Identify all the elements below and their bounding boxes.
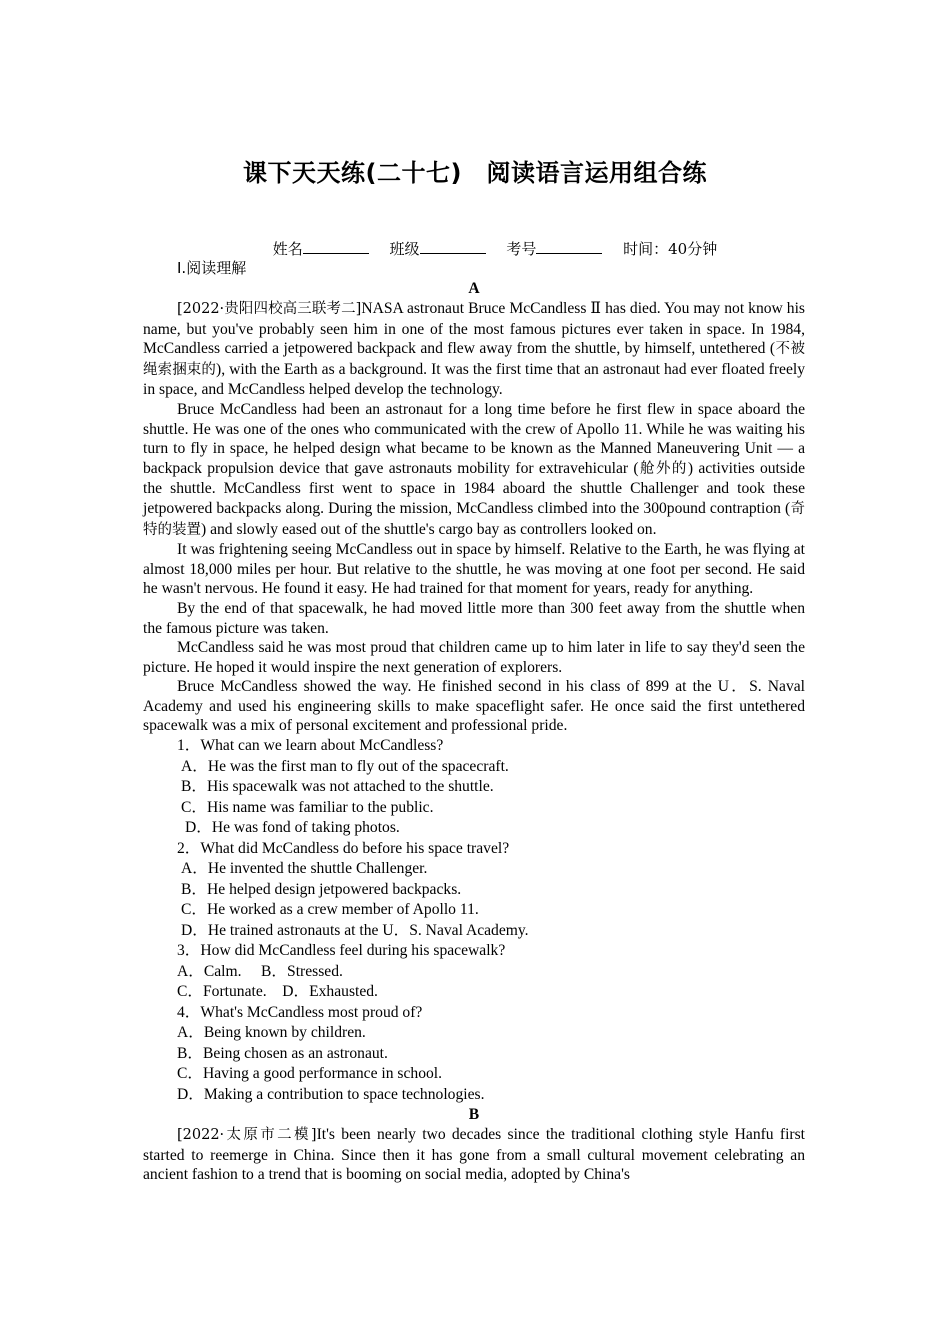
- passage-b-label: B: [468, 1106, 480, 1124]
- question-3-options-cd: C．Fortunate. D．Exhausted.: [177, 983, 378, 1001]
- exam-number-blank[interactable]: [536, 239, 602, 254]
- passage-b-source: [2022·太原市二模]: [177, 1127, 317, 1144]
- passage-a-paragraph-6: Bruce McCandless showed the way. He finished second in his class of 899 at the U．S. Naval Academy and used his engineering skills to make spaceflight safer. He once said the first untethered spacewalk was a mix of personal excitement and professional pride.: [143, 678, 805, 735]
- question-2-option-a: A．He invented the shuttle Challenger.: [181, 860, 428, 878]
- question-4-option-b: B．Being chosen as an astronaut.: [177, 1044, 388, 1062]
- question-2: 2．What did McCandless do before his space travel?: [177, 839, 510, 857]
- passage-a-paragraph-2: Bruce McCandless had been an astronaut for a long time before he first flew in space aboard the shuttle. He was one of the ones who communicated with the crew of Apollo 11. While he was waiting his turn to fly in space, he helped design what became to be known as the Manned Maneuvering Unit — a backpack propulsion device that gave astronauts mobility for extravehicular (舱外的) activities outside the shuttle. McCandless first went to space in 1984 aboard the shuttle Challenger and took these jetpowered backpacks along. During the mission, McCandless climbed into the 300pound contraption (奇特的装置) and slowly eased out of the shuttle's cargo bay as controllers looked on.: [143, 400, 806, 538]
- passage-a-label: A: [468, 280, 480, 297]
- passage-a-source: [2022·贵阳四校高三联考二]: [177, 301, 362, 317]
- question-3: 3．How did McCandless feel during his spacewalk?: [177, 942, 506, 960]
- question-1-option-a: A．He was the first man to fly out of the spacecraft.: [181, 757, 509, 775]
- question-4-option-a: A．Being known by children.: [177, 1024, 366, 1042]
- passage-b-paragraph-1: [2022·太原市二模]It's been nearly two decades since the traditional clothing style Hanfu first started to reemerge in China. Since then it has gone from a small cultural movement celebrating an ancient fashion to a trend that is booming on social media, adopted by China's: [143, 1126, 805, 1184]
- question-1-option-c: C．His name was familiar to the public.: [181, 798, 434, 816]
- question-2-option-c: C．He worked as a crew member of Apollo 11.: [181, 901, 479, 919]
- passage-a-paragraph-5: McCandless said he was most proud that children came up to him later in life to say they'd seen the picture. He hoped it would inspire the next generation of explorers.: [143, 639, 805, 676]
- question-4: 4．What's McCandless most proud of?: [177, 1003, 423, 1021]
- name-blank[interactable]: [303, 239, 369, 254]
- page-title: 课下天天练(二十七) 阅读语言运用组合练: [243, 159, 707, 187]
- question-1: 1．What can we learn about McCandless?: [177, 737, 444, 755]
- question-2-option-d: D．He trained astronauts at the U．S. Naval Academy.: [181, 921, 529, 939]
- passage-a-paragraph-1: [2022·贵阳四校高三联考二]NASA astronaut Bruce McCandless Ⅱ has died. You may not know his name, but you've probably seen him in one of the most famous pictures ever taken in space. In 1984, McCandless carried a jetpowered backpack and flew away from the shuttle, by himself, untethered (不被绳索捆束的), with the Earth as a background. It was the first time that an astronaut had ever floated freely in space, and McCandless helped develop the technology.: [143, 300, 805, 399]
- class-label: 班级: [389, 240, 420, 258]
- exam-number-label: 考号: [506, 240, 537, 258]
- question-3-options-ab: A．Calm. B．Stressed.: [177, 962, 343, 980]
- content-body: [143, 259, 805, 1185]
- question-1-option-b: B．His spacewalk was not attached to the shuttle.: [181, 778, 494, 796]
- passage-a-paragraph-4: By the end of that spacewalk, he had moved little more than 300 feet away from the shuttle when the famous picture was taken.: [143, 599, 805, 637]
- question-2-option-b: B．He helped design jetpowered backpacks.: [181, 880, 462, 898]
- passage-a-paragraph-3: It was frightening seeing McCandless out in space by himself. Relative to the Earth, he was flying at almost 18,000 miles per hour. But relative to the shuttle, he was moving at one foot per second. He said he wasn't nervous. He found it easy. He had trained for that moment for years, ready for anything.: [143, 541, 805, 598]
- question-4-option-c: C．Having a good performance in school.: [177, 1065, 443, 1083]
- section-heading: Ⅰ.阅读理解: [177, 259, 247, 277]
- time-label: 时间：40分钟: [623, 240, 718, 258]
- name-label: 姓名: [272, 240, 303, 258]
- class-blank[interactable]: [420, 239, 486, 254]
- student-info-line: [0, 238, 950, 259]
- question-4-option-d: D．Making a contribution to space technologies.: [177, 1085, 485, 1103]
- question-1-option-d: D．He was fond of taking photos.: [185, 819, 400, 837]
